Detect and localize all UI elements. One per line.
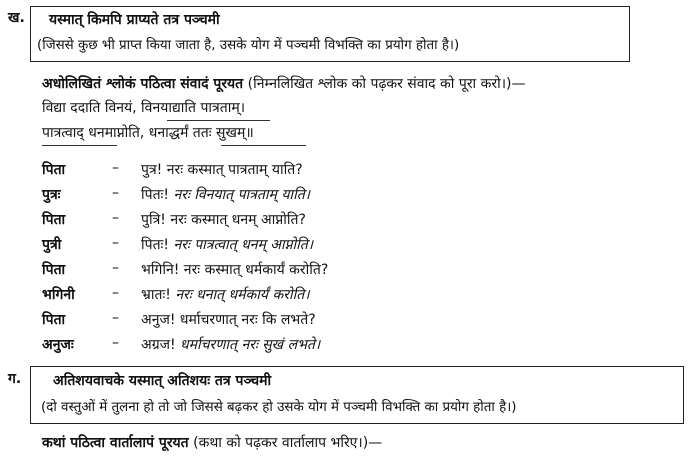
instruction-kha-note: (निम्नलिखित श्लोक को पढ़कर संवाद को पूरा करो।)— — [247, 76, 526, 92]
dialogue-line — [141, 210, 306, 229]
dialogue-text: पुत्रि! नरः कस्मात् धनम् आप्नोति? — [141, 212, 306, 228]
section-letter-kha: ख. — [8, 10, 25, 26]
dialogue-answer: धर्माचरणात् नरः सुखं लभते। — [180, 337, 321, 353]
dialogue-dash: – — [112, 235, 119, 251]
dialogue-dash: – — [112, 335, 119, 351]
dialogue-dash: – — [112, 185, 119, 201]
speaker: पुत्रः — [42, 187, 61, 203]
dialogue-answer: नरः पात्रत्वात् धनम् आप्नोति। — [173, 237, 314, 253]
speaker: पिता — [42, 212, 66, 228]
rule-box-kha — [30, 6, 630, 62]
dialogue-answer: नरः विनयात् पात्रताम् याति। — [173, 187, 310, 203]
rule-title-ga: अतिशयवाचके यस्मात् अतिशयः तत्र पञ्चमी — [53, 373, 272, 389]
dialogue-dash: – — [112, 210, 119, 226]
instruction-ga-bold: कथां पठित्वा वार्तालापं पूरयत — [42, 435, 189, 451]
verse-line-1: विद्या ददाति विनयं, विनयाद्याति पात्रताम्। — [42, 100, 246, 116]
instruction-ga-note: (कथा को पढ़कर वार्तालाप भरिए।)— — [193, 435, 383, 451]
verse-underline-2 — [42, 145, 117, 146]
dialogue-line — [141, 260, 328, 279]
dialogue-dash: – — [112, 160, 119, 176]
rule-title-kha: यस्मात् किमपि प्राप्यते तत्र पञ्चमी — [49, 12, 220, 28]
dialogue-text: अनुज! धर्माचरणात् नरः कि लभते? — [141, 312, 316, 328]
dialogue-line — [141, 185, 310, 204]
dialogue-text: पुत्र! नरः कस्मात् पात्रताम् याति? — [141, 162, 303, 178]
dialogue-line — [141, 335, 320, 354]
section-letter-ga: ग. — [8, 371, 22, 387]
dialogue-text: पितः! — [141, 187, 169, 203]
dialogue-text: भगिनि! नरः कस्मात् धर्मकार्यं करोति? — [141, 262, 329, 278]
instruction-kha-bold: अधोलिखितं श्लोकं पठित्वा संवादं पूरयत — [42, 76, 244, 92]
rule-box-ga — [30, 366, 684, 424]
speaker: भगिनी — [42, 287, 75, 303]
dialogue-text: पितः! — [141, 237, 169, 253]
dialogue-dash: – — [112, 260, 119, 276]
instruction-ga — [42, 433, 382, 452]
dialogue-line — [141, 310, 316, 329]
verse-underline-1 — [167, 120, 270, 121]
speaker: पुत्री — [42, 237, 62, 253]
speaker: पिता — [42, 162, 66, 178]
dialogue-line — [141, 160, 303, 179]
dialogue-line — [141, 285, 310, 304]
rule-note-ga: (दो वस्तुओं में तुलना हो तो जो जिससे बढ़कर हो उसके योग में पञ्चमी विभक्ति का प्रयोग होता है।) — [41, 400, 517, 415]
dialogue-line — [141, 235, 313, 254]
dialogue-text: भ्रातः! — [141, 287, 171, 303]
dialogue-answer: नरः धनात् धर्मकार्यं करोति। — [175, 287, 310, 303]
dialogue-dash: – — [112, 285, 119, 301]
dialogue-text: अग्रज! — [141, 337, 176, 353]
dialogue-dash: – — [112, 310, 119, 326]
speaker: अनुजः — [42, 337, 74, 353]
speaker: पिता — [42, 312, 66, 328]
verse-underline-3 — [221, 145, 306, 146]
verse-line-2: पात्रत्वाद् धनमाप्नोति, धनाद्धर्मं ततः सुखम्॥ — [42, 125, 254, 141]
speaker: पिता — [42, 262, 66, 278]
instruction-kha — [42, 74, 526, 93]
rule-note-kha: (जिससे कुछ भी प्राप्त किया जाता है, उसके योग में पञ्चमी विभक्ति का प्रयोग होता है।) — [37, 38, 460, 53]
